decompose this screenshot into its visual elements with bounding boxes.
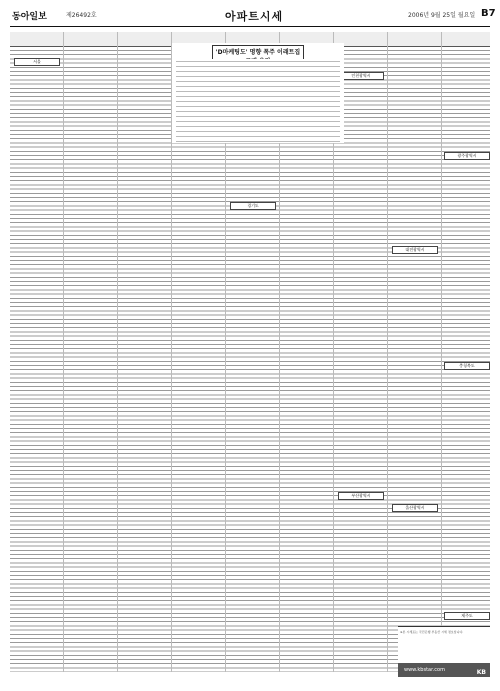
kb-url: www.kbstar.com [404, 667, 445, 673]
region-label: 울산광역시 [392, 504, 438, 512]
region-label: 서울 [14, 58, 60, 66]
article-title: 'D마케팅도' 명향 폭주 이래트집 [212, 45, 304, 67]
page-header [10, 6, 496, 27]
region-label: 부산광역시 [338, 492, 384, 500]
publish-date: 2006년 9월 25일 월요일 [408, 12, 476, 19]
region-label: 충청북도 [444, 362, 490, 370]
masthead: 동아일보 [12, 12, 47, 22]
region-label: 광주광역시 [444, 152, 490, 160]
region-label: 대전광역시 [392, 246, 438, 254]
issue-number: 제26492호 [66, 12, 97, 19]
region-label: 경기도 [230, 202, 276, 210]
section-title: 아파트시세 [225, 10, 284, 23]
kb-footer [398, 626, 490, 679]
kb-banner [398, 663, 490, 677]
region-label: 인천광역시 [338, 72, 384, 80]
page-number: B7 [481, 8, 496, 19]
region-label: 제주도 [444, 612, 490, 620]
article-box [172, 43, 344, 143]
kb-logo: KB [476, 669, 486, 676]
price-column [388, 32, 442, 672]
price-column [118, 32, 172, 672]
price-column [10, 32, 64, 672]
kb-note: ※본 시세표는 국민은행 부동산 시세 정보입니다. [400, 630, 464, 634]
article-body [176, 59, 340, 143]
price-column [64, 32, 118, 672]
price-column [442, 32, 490, 672]
